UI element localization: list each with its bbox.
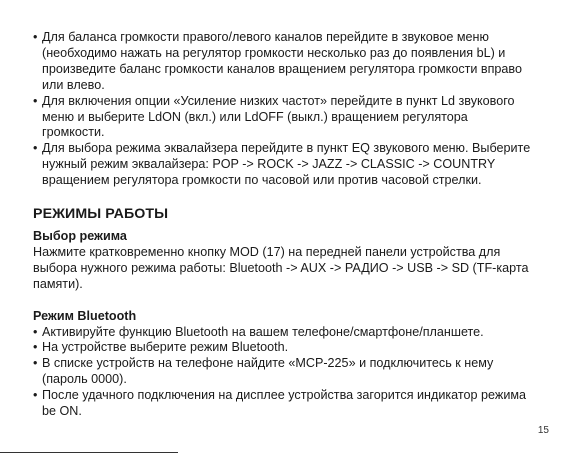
list-item-equalizer: • Для выбора режима эквалайзера перейдите в пункт EQ звукового меню. Выберите нужный режим эквалайзера: POP -> ROCK -> JAZZ -> CLASSIC -> COUNTRY вращением регулятора громкости по часовой или против часовой стрелки. [33,141,533,189]
bluetooth-steps-list [33,325,533,420]
bluetooth-mode-heading: Режим Bluetooth [33,308,137,323]
list-item-activate-bluetooth: • Активируйте функцию Bluetooth на вашем телефоне/смартфоне/планшете. [33,325,533,341]
page-content [33,30,533,420]
page-number: 15 [537,425,549,436]
spacer [33,293,533,309]
list-item-balance: • Для баланса громкости правого/левого каналов перейдите в звуковое меню (необходимо нажать на регулятор громкости несколько раз до появления bL) и произведите баланс громкости каналов вращением регулятора громкости вправо или влево. [33,30,533,94]
footer-divider [0,452,178,453]
list-item-select-mode: • На устройстве выберите режим Bluetooth. [33,340,533,356]
list-item-connected-indicator: • После удачного подключения на дисплее устройства загорится индикатор режима be ON. [33,388,533,420]
audio-settings-list [33,30,533,189]
mode-select-text: Нажмите кратковременно кнопку MOD (17) на передней панели устройства для выбора нужного режима работы: Bluetooth -> AUX -> РАДИО -> USB -> SD (TF-карта памяти). [33,244,529,291]
list-item-pair-device: • В списке устройств на телефоне найдите «MCP-225» и подключитесь к нему (пароль 0000). [33,356,533,388]
mode-select-heading: Выбор режима [33,228,127,243]
list-item-bass-boost: • Для включения опции «Усиление низких частот» перейдите в пункт Ld звукового меню и выберите LdON (вкл.) или LdOFF (выкл.) вращением регулятора громкости. [33,94,533,142]
modes-section-heading: РЕЖИМЫ РАБОТЫ [33,206,169,223]
